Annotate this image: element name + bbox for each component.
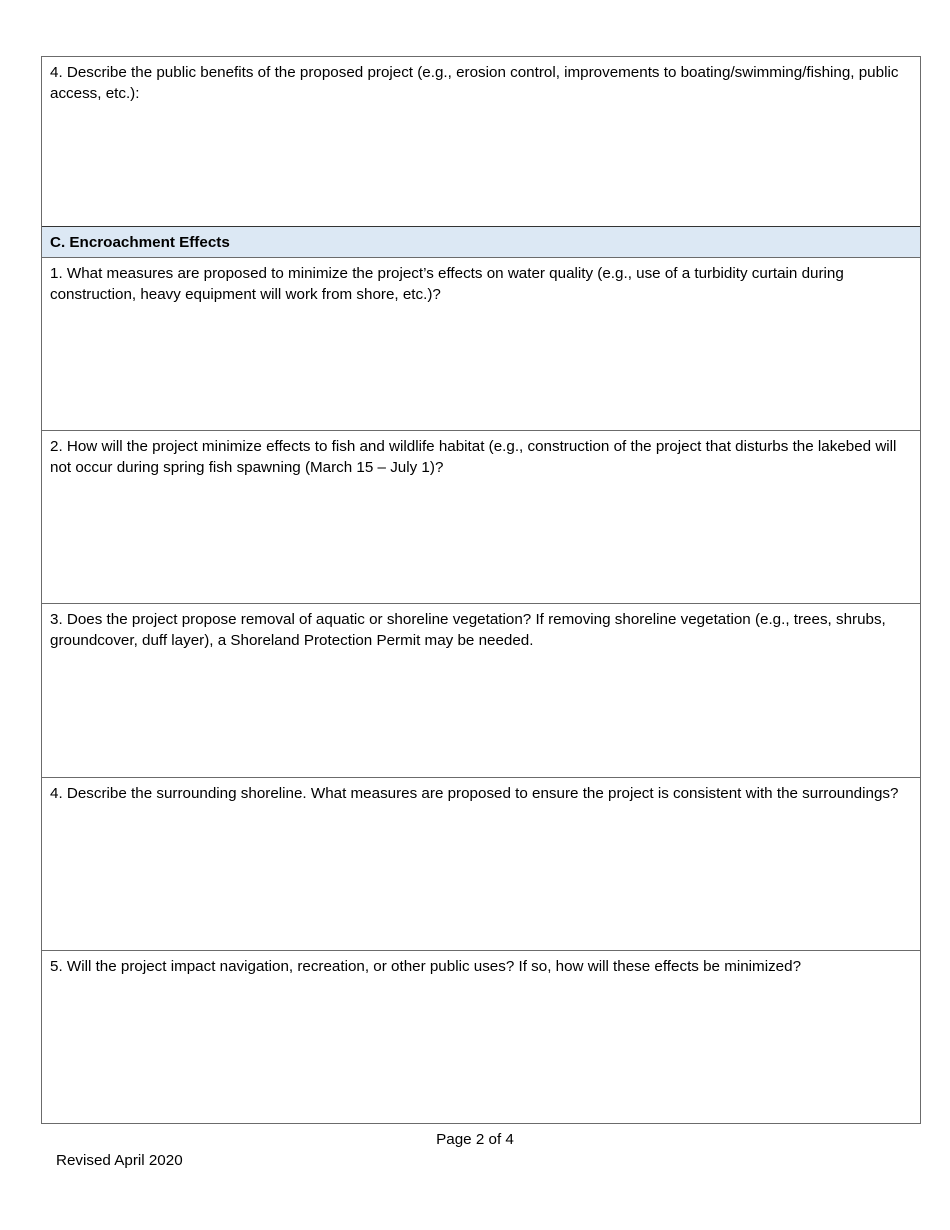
question-c1-text: 1. What measures are proposed to minimize the project’s effects on water quality (e.g., use of a turbidity curtain during construction, heavy equipment will work from shore, etc.)? [50, 265, 844, 303]
revised-date: Revised April 2020 [56, 1152, 183, 1169]
question-c4-text: 4. Describe the surrounding shoreline. What measures are proposed to ensure the project is consistent with the surroundings? [50, 785, 899, 802]
question-c5-row[interactable] [42, 951, 920, 1123]
form-table [41, 56, 921, 1124]
section-c-title: C. Encroachment Effects [50, 234, 230, 251]
question-c2-row[interactable] [42, 431, 920, 604]
question-b4-text: 4. Describe the public benefits of the proposed project (e.g., erosion control, improvements to boating/swimming/fishing, public access, etc.): [50, 64, 899, 102]
question-c1-row[interactable] [42, 258, 920, 431]
question-c3-row[interactable] [42, 604, 920, 778]
question-c2-text: 2. How will the project minimize effects to fish and wildlife habitat (e.g., construction of the project that disturbs the lakebed will not occur during spring fish spawning (March 15 – July 1)? [50, 438, 897, 476]
question-c3-text: 3. Does the project propose removal of aquatic or shoreline vegetation? If removing shoreline vegetation (e.g., trees, shrubs, groundcover, duff layer), a Shoreland Protection Permit may be needed. [50, 611, 886, 649]
question-b4-row [42, 57, 920, 226]
question-c4-row[interactable] [42, 778, 920, 951]
question-c5-text: 5. Will the project impact navigation, recreation, or other public uses? If so, how will these effects be minimized? [50, 958, 802, 975]
section-c-header [42, 226, 920, 258]
page-number: Page 2 of 4 [436, 1131, 514, 1148]
